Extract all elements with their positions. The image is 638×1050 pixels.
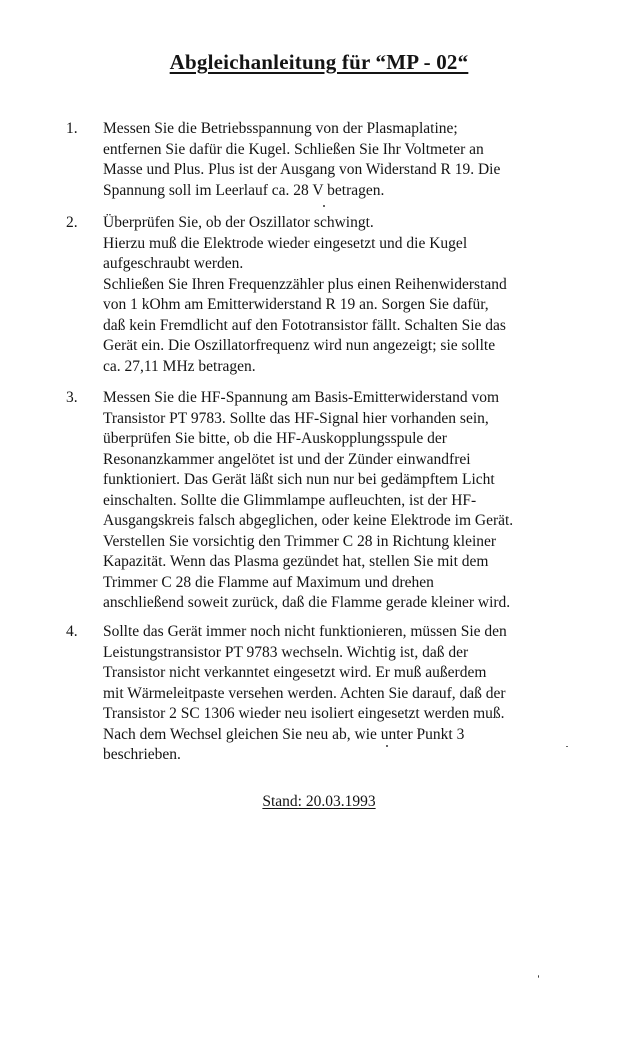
text-line: einschalten. Sollte die Glimmlampe aufleuchten, ist der HF- — [103, 491, 477, 509]
revision-date: Stand: 20.03.1993 — [262, 793, 376, 810]
item-number: 4. — [66, 623, 78, 640]
text-line: Gerät ein. Die Oszillatorfrequenz wird nun angezeigt; sie sollte — [103, 337, 496, 354]
text-line: Transistor 2 SC 1306 wieder neu isoliert eingesetzt werden muß. — [103, 705, 505, 722]
scan-speck — [386, 745, 388, 747]
text-line: Transistor nicht verkanntet eingesetzt wird. Er muß außerdem — [103, 664, 487, 681]
text-line: Ausgangskreis falsch abgeglichen, oder keine Elektrode im Gerät. — [103, 512, 514, 529]
text-line: aufgeschraubt werden. — [103, 255, 244, 272]
text-line: mit Wärmeleitpaste versehen werden. Achten Sie darauf, daß der — [103, 684, 506, 702]
text-line: beschrieben. — [103, 746, 181, 763]
text-line: Nach dem Wechsel gleichen Sie neu ab, wie unter Punkt 3 — [103, 725, 465, 743]
text-line: Trimmer C 28 die Flamme auf Maximum und drehen — [103, 573, 434, 591]
item-number: 2. — [66, 214, 78, 231]
item-text — [103, 213, 573, 377]
text-line: Überprüfen Sie, ob der Oszillator schwingt. — [103, 214, 374, 231]
text-line: daß kein Fremdlicht auf den Fototransistor fällt. Schalten Sie das — [103, 316, 506, 334]
text-line: Schließen Sie Ihren Frequenzzähler plus einen Reihenwiderstand — [103, 275, 507, 293]
text-line: Hierzu muß die Elektrode wieder eingesetzt und die Kugel — [103, 234, 468, 252]
text-line: Spannung soll im Leerlauf ca. 28 V betragen. — [103, 181, 385, 199]
text-line: Leistungstransistor PT 9783 wechseln. Wichtig ist, daß der — [103, 643, 469, 661]
item-text — [103, 388, 573, 614]
text-line: Messen Sie die HF-Spannung am Basis-Emitterwiderstand vom — [103, 389, 500, 406]
text-line: entfernen Sie dafür die Kugel. Schließen Sie Ihr Voltmeter an — [103, 140, 484, 158]
text-line: Sollte das Gerät immer noch nicht funktionieren, müssen Sie den — [103, 623, 507, 640]
text-line: Transistor PT 9783. Sollte das HF-Signal hier vorhanden sein, — [103, 409, 489, 427]
text-line: überprüfen Sie bitte, ob die HF-Auskopplungsspule der — [103, 430, 447, 447]
item-text — [103, 622, 573, 766]
text-line: ca. 27,11 MHz betragen. — [103, 357, 256, 375]
scan-speck — [323, 205, 325, 207]
text-line: funktioniert. Das Gerät läßt sich nun nur bei gedämpftem Licht — [103, 471, 495, 488]
text-line: Masse und Plus. Plus ist der Ausgang von Widerstand R 19. Die — [103, 161, 501, 178]
document-title: Abgleichanleitung für “MP - 02“ — [169, 50, 469, 74]
item-number: 1. — [66, 120, 78, 137]
text-line: Verstellen Sie vorsichtig den Trimmer C 28 in Richtung kleiner — [103, 532, 497, 550]
text-line: Messen Sie die Betriebsspannung von der Plasmaplatine; — [103, 120, 458, 137]
text-line: Kapazität. Wenn das Plasma gezündet hat, stellen Sie mit dem — [103, 553, 489, 570]
scan-speck — [566, 746, 568, 747]
item-text — [103, 119, 573, 201]
scan-speck — [538, 975, 539, 978]
text-line: Resonanzkammer angelötet ist und der Zünder einwandfrei — [103, 450, 471, 468]
text-line: anschließend soweit zurück, daß die Flamme gerade kleiner wird. — [103, 594, 511, 611]
text-line: von 1 kOhm am Emitterwiderstand R 19 an. Sorgen Sie dafür, — [103, 296, 489, 313]
item-number: 3. — [66, 389, 78, 406]
